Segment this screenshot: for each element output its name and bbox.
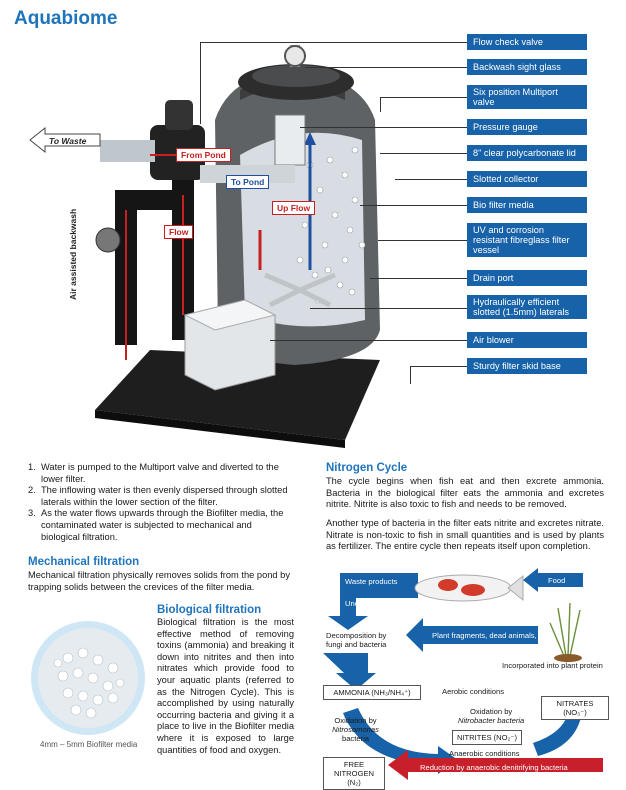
callout-bio-filter-media: Bio filter media <box>467 197 587 213</box>
nitrogen-heading: Nitrogen Cycle <box>326 462 408 474</box>
flow-label: Flow <box>164 225 193 239</box>
nitrogen-para-1: The cycle begins when fish eat and then excrete ammonia. Bacteria in the biological filter eats the ammonia and excretes nitrite. Nitrite is also toxic to fish and needs to be removed. <box>326 476 604 510</box>
anaerobic-label: Anaerobic conditions <box>449 749 520 758</box>
decomposition-label: Decomposition by fungi and bacteria <box>326 631 387 649</box>
free-nitrogen-box: FREE NITROGEN (N₂) <box>323 757 385 790</box>
uneaten-food-label: Uneaten food <box>345 599 391 608</box>
ammonia-box: AMMONIA (NH₃/NH₄⁺) <box>323 685 421 700</box>
callout-air-blower: Air blower <box>467 332 587 348</box>
pressure-gauge-dial <box>285 46 305 66</box>
biological-body: Biological filtration is the most effective method of removing toxins (ammonia) and breaking it down into nitrites and then into nitrates which provide food to your aquatic plants (referred to as the Nitrogen Cycle). This is accomplished by using naturally occurring bacteria and giving it a place to live in the Biofilter media where it is exposed to large quantities of food and oxygen. <box>157 617 294 755</box>
nitrates-box: NITRATES (NO₃⁻) <box>541 696 609 720</box>
callout-multiport-valve: Six position Multiport valve <box>467 85 587 109</box>
step-item: 3. As the water flows upwards through the Biofilter media, the contaminated water is subjected to mechanical and biological filtration. <box>28 508 284 542</box>
callout-slotted-collector: Slotted collector <box>467 171 587 187</box>
callout-laterals: Hydraulically efficient slotted (1.5mm) laterals <box>467 295 587 319</box>
callout-filter-vessel: UV and corrosion resistant fibreglass filter vessel <box>467 223 587 257</box>
mechanical-heading: Mechanical filtration <box>28 556 140 568</box>
nitrogen-para-2: Another type of bacteria in the filter eats nitrite and excretes nitrate. Nitrate is non-toxic to fish in small quantities and is used by plants as fertilizer. The entire cycle then repeats itself upon completion. <box>326 518 604 552</box>
callout-drain-port: Drain port <box>467 270 587 286</box>
process-steps <box>28 462 293 543</box>
from-pond-label: From Pond <box>176 148 231 162</box>
callout-pressure-gauge: Pressure gauge <box>467 119 587 135</box>
plant-fragments-label: Plant fragments, dead animals, etc <box>432 631 549 640</box>
incorporated-label: Incorporated into plant protein <box>502 661 603 670</box>
callout-polycarbonate-lid: 8" clear polycarbonate lid <box>467 145 587 161</box>
step-item: 1. Water is pumped to the Multiport valve and diverted to the lower filter. <box>28 462 279 484</box>
nitrites-box: NITRITES (NO₂⁻) <box>452 730 522 745</box>
reduction-label: Reduction by anaerobic denitrifying bacteria <box>420 763 568 772</box>
koi-fish-icon <box>415 575 523 601</box>
waste-products-label: Waste products <box>345 577 398 586</box>
check-valve <box>96 228 120 252</box>
oxidation-nitrosomonas: Oxidation by Nitrosomonas bacteria <box>332 716 379 743</box>
page-title: Aquabiome <box>14 8 118 29</box>
callout-flow-check-valve: Flow check valve <box>467 34 587 50</box>
to-pond-label: To Pond <box>226 175 269 189</box>
up-flow-label: Up Flow <box>272 201 315 215</box>
callout-backwash-sight-glass: Backwash sight glass <box>467 59 587 75</box>
callout-skid-base: Sturdy filter skid base <box>467 358 587 374</box>
oxidation-nitrobacter: Oxidation by Nitrobacter bacteria <box>458 707 525 725</box>
aerobic-label: Aerobic conditions <box>442 687 505 696</box>
media-caption: 4mm – 5mm Biofilter media <box>40 740 138 749</box>
air-backwash-label: Air assisted backwash <box>68 208 78 300</box>
step-item: 2. The inflowing water is then evenly dispersed through slotted laterals within the lower section of the filter. <box>28 485 288 507</box>
mechanical-body: Mechanical filtration physically removes solids from the pond by trapping solids between the crevices of the filter media. <box>28 570 290 592</box>
plant-icon <box>550 603 580 656</box>
slotted-collector <box>275 115 305 165</box>
to-waste-label: To Waste <box>49 136 87 146</box>
biofilter-media-image <box>28 618 148 738</box>
food-label: Food <box>548 576 566 585</box>
biological-heading: Biological filtration <box>157 604 262 616</box>
